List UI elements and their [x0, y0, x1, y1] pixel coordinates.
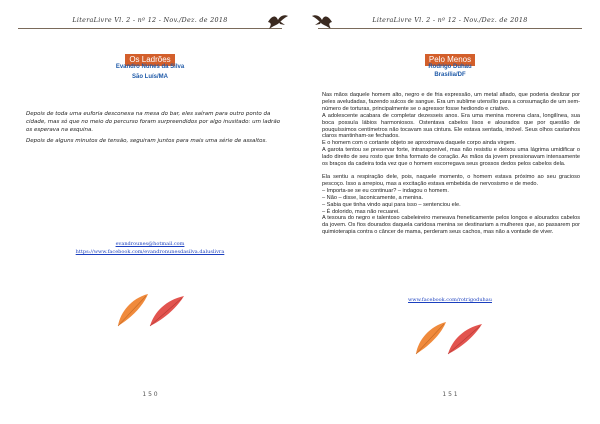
story-body	[26, 110, 282, 145]
paragraph: A adolescente acabara de completar dezesseis anos. Era uma menina morena clara, longilínea, sua boca possuía lábios harmoniosos. Ostentava cabelos lisos e alourados que por questão de pouquíssimos centímetros não tocavam sua cintura. Ele estava sentada, imóvel. Seus olhos castanhos claros mantinham-se fechados.	[322, 112, 580, 140]
dialogue-line: – Não – disse, laconicamente, a menina.	[322, 194, 424, 201]
page-header	[306, 13, 594, 31]
paragraph: A garota tentou se preservar forte, intransponível, mas não resistiu e deixou uma lágrima umidificar o lado direito de seu rosto que tinha formato de coração. As mãos da jovem pressionavam intensamente os braços da cadeira toda vez que o homem escorregava seus grossos dedos pelos cabelos dela.	[322, 147, 580, 168]
dialogue-line: – Sabia que tinha vindo aqui para isso – sentenciou ele.	[322, 201, 461, 208]
feathers-icon	[110, 290, 190, 330]
page-number: 1 5 0	[142, 391, 158, 398]
header-divider	[318, 28, 582, 29]
author-name: Rodrigo Duhau	[428, 64, 472, 70]
feathers-icon	[408, 318, 488, 358]
author-location: São Luís/MA	[131, 74, 168, 80]
paragraph: A tesoura do negro e talentoso cabeleireiro meneava freneticamente pelos longos e alourados cabelos da jovem. Os fios dourados daquela caridosa menina se destinariam a mulheres que, ao passarem por quimioterapia contra o câncer de mama, perderam seus cachos, mas não a vontade de viver.	[322, 215, 580, 236]
story-title: Pelo Menos	[425, 54, 475, 66]
paragraph: Nas mãos daquele homem alto, negro e de fria expressão, um metal afiado, que poderia deslizar por peles aveludadas, fazendo sulcos de sangue. Era um sublime utensílio para a consumação de um sem-número de torturas, principalmente se o agressor fosse hediondo e criativo.	[322, 92, 580, 112]
facebook-link[interactable]: www.facebook.com/rotrigoduhau	[408, 297, 492, 303]
author-location: Brasília/DF	[434, 72, 466, 78]
dialogue-line: – Importa-se se eu continuar? – indagou o homem.	[322, 187, 449, 194]
paragraph: Ela sentiu a respiração dele, pois, naquele momento, o homem estava próximo ao seu gracioso pescoço. Isso a arrepiou, mas a excitação estava embebida de nervosismo e de medo.	[322, 173, 580, 187]
story-title: Os Ladrões	[125, 54, 174, 66]
author-name: Evandro Nunes da Silva	[115, 64, 185, 70]
facebook-link[interactable]: https://www.facebook.com/evandronunesdasilva.daluslivra	[75, 249, 225, 255]
email-link[interactable]: evandrounes@hotmail.com	[115, 241, 185, 247]
page-header	[6, 13, 294, 31]
right-page	[300, 0, 600, 424]
paragraph: Depois de alguns minutos de tensão, seguiram juntos para mais uma série de assaltos.	[26, 138, 268, 144]
paragraph: E o homem com o cortante objeto se aproximava daquele corpo ainda virgem.	[322, 140, 517, 147]
story-body	[322, 92, 580, 236]
dialogue-line: – É dolorido, mas não recuarei.	[322, 208, 400, 215]
header-divider	[18, 28, 282, 29]
bird-silhouette-icon	[266, 13, 290, 31]
header-text: LiteraLivre Vl. 2 - nº 12 - Nov./Dez. de 2018	[72, 16, 228, 24]
page-number: 1 5 1	[442, 391, 458, 398]
header-text: LiteraLivre Vl. 2 - nº 12 - Nov./Dez. de 2018	[372, 16, 528, 24]
paragraph: Depois de toda uma euforia desconexa na mesa do bar, eles saíram para outro ponto da cidade, mas só que no meio do percurso foram surpreendidos por algo inusitado: um ladrão os esperava na esquina.	[26, 111, 281, 133]
